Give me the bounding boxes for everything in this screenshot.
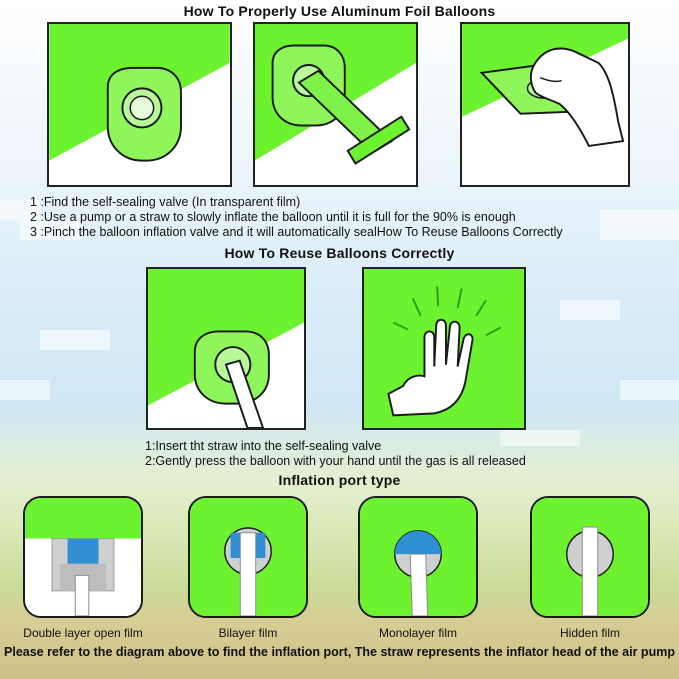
port-monolayer-film: [358, 496, 478, 618]
port-double-layer-open-film: [23, 496, 143, 618]
hand-pinch-icon: [462, 24, 628, 185]
step-text: 1:Insert tht straw into the self-sealing valve: [145, 439, 382, 453]
title-proper-use: How To Properly Use Aluminum Foil Balloons: [183, 3, 496, 19]
hand-press-icon: [364, 269, 524, 428]
reuse-steps: [145, 439, 526, 469]
proper-use-steps: [30, 195, 563, 240]
step-text: 2 :Use a pump or a straw to slowly inflate the balloon until it is full for the 90% is enough: [30, 210, 516, 224]
straw-icon: [255, 24, 416, 185]
reuse-step-2-illustration: [362, 267, 526, 430]
port-label: Bilayer film: [218, 626, 278, 640]
reuse-step-1-illustration: [146, 267, 306, 430]
step-text: 2:Gently press the balloon with your hand until the gas is all released: [145, 454, 526, 468]
valve-icon: [49, 24, 230, 185]
step-text: 1 :Find the self-sealing valve (In transparent film): [30, 195, 301, 209]
straw-icon: [148, 269, 304, 428]
step-1-illustration: [47, 22, 232, 187]
step-2-illustration: [253, 22, 418, 187]
footer-note: Please refer to the diagram above to find the inflation port, The straw represents the inflator head of the air pump: [4, 645, 675, 659]
port-hidden-film: [530, 496, 650, 618]
port-label: Double layer open film: [23, 626, 143, 640]
step-3-illustration: [460, 22, 630, 187]
port-bilayer-film: [188, 496, 308, 618]
title-reuse: How To Reuse Balloons Correctly: [224, 245, 455, 261]
port-label: Monolayer film: [378, 626, 458, 640]
step-text: 3 :Pinch the balloon inflation valve and it will automatically sealHow To Reuse Balloons Correctly: [30, 225, 563, 239]
port-label: Hidden film: [559, 626, 621, 640]
title-port-type: Inflation port type: [278, 472, 401, 488]
